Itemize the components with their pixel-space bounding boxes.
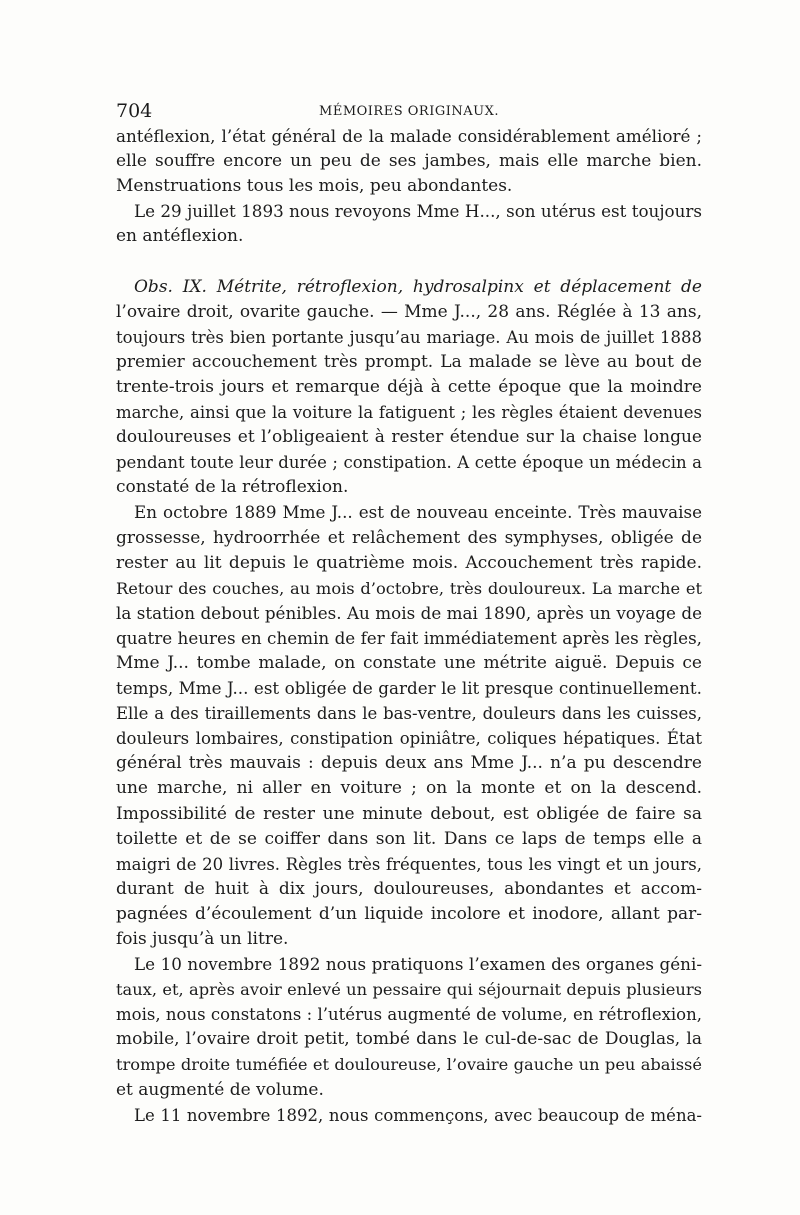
text-line: trente-trois jours et remarque déjà à cette époque que la moindre — [116, 376, 702, 397]
text-line: Le 29 juillet 1893 nous revoyons Mme H..., son utérus est toujours — [134, 201, 702, 222]
text-line: antéflexion, l’état général de la malade considérablement amélioré ; — [116, 126, 702, 146]
text-line: pendant toute leur durée ; constipation. A cette époque un médecin a — [116, 453, 702, 473]
text-line: Menstruations tous les mois, peu abondantes. — [116, 176, 513, 197]
observation-heading: Obs. IX. Métrite, rétroflexion, hydrosalpinx et déplacement de — [134, 276, 702, 297]
text-line: rester au lit depuis le quatrième mois. Accouchement très rapide. — [116, 552, 702, 573]
running-title: MÉMOIRES ORIGINAUX. — [319, 104, 499, 119]
text-line: pagnées d’écoulement d’un liquide incolore et inodore, allant par- — [116, 903, 702, 924]
text-line: toujours très bien portante jusqu’au mariage. Au mois de juillet 1888 — [116, 327, 702, 347]
text-line: douleurs lombaires, constipation opiniâtre, coliques hépatiques. État — [116, 729, 702, 749]
text-line: quatre heures en chemin de fer fait immédiatement après les règles, — [116, 627, 702, 648]
text-line: durant de huit à dix jours, douloureuses, abondantes et accom- — [116, 878, 702, 899]
text-line: douloureuses et l’obligeaient à rester étendue sur la chaise longue — [116, 427, 702, 448]
text-line: Le 11 novembre 1892, nous commençons, avec beaucoup de ména- — [134, 1105, 702, 1125]
text-line: une marche, ni aller en voiture ; on la monte et on la descend. — [116, 778, 702, 799]
text-line: toilette et de se coiffer dans son lit. Dans ce laps de temps elle a — [116, 828, 702, 849]
body-text — [116, 124, 702, 1128]
text-line: Retour des couches, au mois d’octobre, très douloureux. La marche et — [116, 578, 702, 598]
page-header — [116, 100, 702, 124]
text-line: fois jusqu’à un litre. — [116, 929, 289, 949]
text-line: grossesse, hydroorrhée et relâchement des symphyses, obligée de — [116, 527, 702, 548]
blank-line — [116, 249, 702, 274]
text-line: taux, et, après avoir enlevé un pessaire qui séjournait depuis plusieurs — [116, 980, 702, 1000]
text-line: constaté de la rétroflexion. — [116, 477, 349, 498]
text-line: Le 10 novembre 1892 nous pratiquons l’examen des organes géni- — [134, 954, 702, 975]
text-line: temps, Mme J... est obligée de garder le lit presque continuellement. — [116, 678, 702, 699]
text-line: en antéflexion. — [116, 226, 244, 247]
text-line: Mme J... tombe malade, on constate une métrite aiguë. Depuis ce — [116, 652, 702, 673]
text-line: premier accouchement très prompt. La malade se lève au bout de — [116, 351, 702, 372]
text-line: En octobre 1889 Mme J... est de nouveau enceinte. Très mauvaise — [134, 502, 702, 523]
text-line: elle souffre encore un peu de ses jambes, mais elle marche bien. — [116, 151, 702, 172]
page-number: 704 — [116, 100, 153, 122]
text-line: trompe droite tuméfiée et douloureuse, l’ovaire gauche un peu abaissé — [116, 1055, 702, 1075]
text-line: général très mauvais : depuis deux ans Mme J... n’a pu descendre — [116, 753, 702, 774]
text-line: Elle a des tiraillements dans le bas-ventre, douleurs dans les cuisses, — [116, 704, 702, 724]
text-line: Impossibilité de rester une minute debout, est obligée de faire sa — [116, 803, 702, 824]
text-line: maigri de 20 livres. Règles très fréquentes, tous les vingt et un jours, — [116, 854, 702, 874]
text-line: la station debout pénibles. Au mois de mai 1890, après un voyage de — [116, 602, 702, 623]
text-line: mois, nous constatons : l’utérus augmenté de volume, en rétroflexion, — [116, 1005, 702, 1025]
text-line: marche, ainsi que la voiture la fatiguent ; les règles étaient devenues — [116, 403, 702, 423]
text-line: l’ovaire droit, ovarite gauche. — Mme J..., 28 ans. Réglée à 13 ans, — [116, 301, 702, 322]
text-line: mobile, l’ovaire droit petit, tombé dans le cul-de-sac de Douglas, la — [116, 1029, 702, 1050]
text-line: et augmenté de volume. — [116, 1079, 324, 1100]
